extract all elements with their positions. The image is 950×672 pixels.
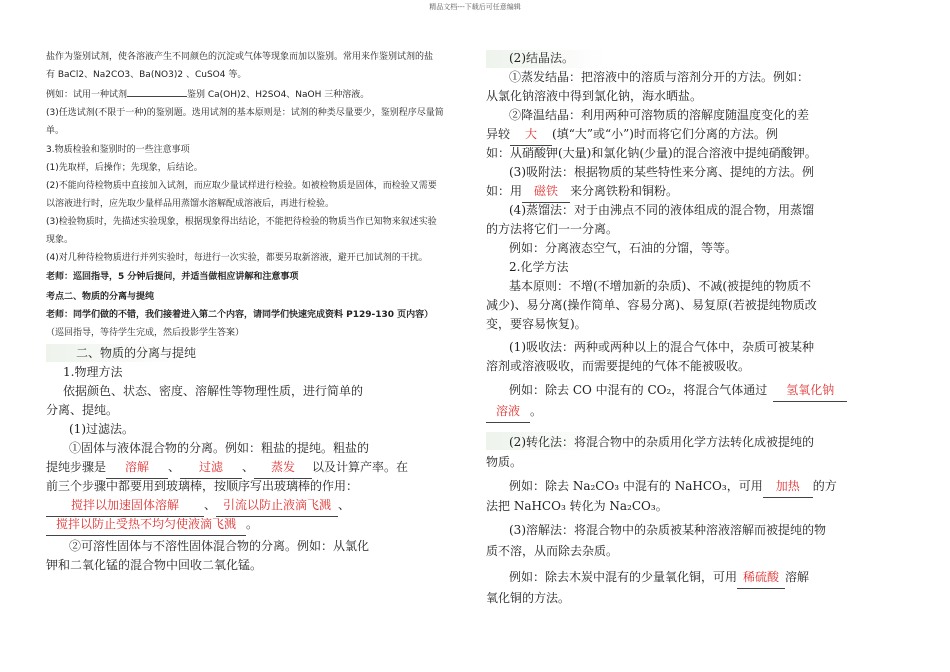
text-line: 异较 大 (填“大”或“小”)时而将它们分离的方法。例 <box>486 124 778 146</box>
text-line: (2)转化法：将混合物中的杂质用化学方法转化成被提纯的 <box>509 435 815 449</box>
text-line: 例如：除去 Na₂CO₃ 中混有的 NaHCO₃，可用 加热 的方 <box>509 476 837 498</box>
text-line: (4)对几种待检物质进行并列实验时，每进行一次实验，都要另取新溶液，避开已加试剂的干扰。 <box>46 253 428 263</box>
answer-blank[interactable]: 加热 <box>763 476 813 498</box>
text-line: 如：用 磁铁 来分离铁粉和铜粉。 <box>486 181 678 203</box>
answer-blank[interactable]: 搅拌以加速固体溶解 <box>46 495 204 517</box>
text-line: (3)溶解法：将混合物中的杂质被某种溶液溶解而被提纯的物 <box>509 523 827 537</box>
answer-blank[interactable]: 氢氧化钠 <box>773 380 847 402</box>
text-line: 减少)、易分离(操作简单、容易分离)、易复原(若被提纯物质改 <box>486 298 817 312</box>
text-line: 从氯化钠溶液中得到氯化钠，海水晒盐。 <box>486 89 703 103</box>
text-line: 依据颜色、状态、密度、溶解性等物理性质，进行简单的 <box>63 384 364 398</box>
teacher-note: 老师：巡回指导，5 分钟后提问，并适当做相应讲解和注意事项 <box>46 272 299 282</box>
text-line: 例如：试用一种试剂 鉴别 Ca(OH)2、H2SO4、NaOH 三种溶液。 <box>46 86 369 102</box>
text-line: 有 BaCl2、Na2CO3、Ba(NO3)2 、CuSO4 等。 <box>46 70 247 80</box>
text-line: 基本原则：不增(不增加新的杂质)、不减(被提纯的物质不 <box>509 279 812 293</box>
text-line: 单。 <box>46 126 65 136</box>
text-line: (1)先取样，后操作；先现象，后结论。 <box>46 163 203 173</box>
text-line: ②降温结晶：利用两种可溶物质的溶解度随温度变化的差 <box>509 108 810 122</box>
text-line: 以溶液进行时，应先取少量样品用蒸馏水溶解配成溶液后，再进行检验。 <box>46 199 335 209</box>
answer-blank[interactable]: 磁铁 <box>522 181 570 203</box>
text-line: (3)任选试剂(不限于一种)的鉴别题。选用试剂的基本原则是：试剂的种类尽量要少，鉴别程序尽量简 <box>46 108 444 118</box>
text-line: 盐作为鉴别试剂，使各溶液产生不同颜色的沉淀或气体等现象而加以鉴别。常用来作鉴别试剂的盐 <box>46 52 434 62</box>
answer-blank[interactable]: 溶解 <box>106 457 168 479</box>
text-line: 分离、提纯。 <box>46 403 119 417</box>
heading: 二、物质的分离与提纯 <box>76 346 197 360</box>
text-line: 质不溶，从而除去杂质。 <box>486 544 619 558</box>
text-line: (2)不能向待检物质中直接加入试剂，而应取少量试样进行检验。如被检物质是固体，而检验又需要 <box>46 181 437 191</box>
text-line: 如：从硝酸钾(大量)和氯化钠(少量)的混合溶液中提纯硝酸钾。 <box>486 146 817 160</box>
text-line: 2.化学方法 <box>509 260 569 274</box>
text-line: 搅拌以防止受热不均匀使液滴飞溅 。 <box>46 514 258 536</box>
text-line: (1)过滤法。 <box>69 422 134 436</box>
answer-blank[interactable]: 过滤 <box>180 457 242 479</box>
answer-blank[interactable]: 稀硫酸 <box>737 567 785 589</box>
text-line: ①蒸发结晶：把溶液中的溶质与溶剂分开的方法。例如： <box>509 70 810 84</box>
answer-blank[interactable] <box>127 86 187 97</box>
answer-blank[interactable]: 大 <box>510 124 552 146</box>
text-line: (4)蒸馏法：对于由沸点不同的液体组成的混合物，用蒸馏 <box>509 203 815 217</box>
text-line: 钾和二氧化锰的混合物中回收二氧化锰。 <box>46 558 263 572</box>
text-line: 搅拌以加速固体溶解 、 引流以防止液滴飞溅 、 <box>46 495 350 517</box>
answer-blank[interactable]: 搅拌以防止受热不均匀使液滴飞溅 <box>46 514 246 536</box>
page-header: 精品文档---下载后可任意编辑 <box>429 3 521 11</box>
text-line: 氧化铜的方法。 <box>486 591 571 605</box>
text-line: 变，要容易恢复)。 <box>486 317 587 331</box>
text-line: ①固体与液体混合物的分离。例如：粗盐的提纯。粗盐的 <box>69 441 370 455</box>
text-line: 前三个步骤中都要用到玻璃棒，按顺序写出玻璃棒的作用： <box>46 479 359 493</box>
answer-blank[interactable]: 引流以防止液滴飞溅 <box>216 495 338 517</box>
section-title: 考点二、物质的分离与提纯 <box>46 292 155 302</box>
text-line: ②可溶性固体与不溶性固体混合物的分离。例如：从氯化 <box>69 539 370 553</box>
text-line: (3)吸附法：根据物质的某些特性来分离、提纯的方法。例 <box>509 165 815 179</box>
text-line: 物质。 <box>486 455 523 469</box>
text-line: (3)检验物质时，先描述实验现象，根据现象得出结论，不能把待检验的物质当作已知物来叙述实验 <box>46 217 437 227</box>
text-line: 的方法将它们一一分离。 <box>486 222 619 236</box>
text-line: 溶液 。 <box>486 401 542 423</box>
text-line: 法把 NaHCO₃ 转化为 Na₂CO₃。 <box>486 499 668 513</box>
answer-blank[interactable]: 蒸发 <box>254 457 312 479</box>
text-line: （巡回指导，等待学生完成，然后投影学生答案） <box>46 328 245 338</box>
answer-blank[interactable]: 溶液 <box>486 401 530 423</box>
text-line: 例如：分离液态空气，石油的分馏，等等。 <box>509 241 738 255</box>
text-line: 例如：除去 CO 中混有的 CO₂，将混合气体通过 氢氧化钠 <box>509 380 847 402</box>
text-line: 提纯步骤是 溶解 、 过滤 、 蒸发 以及计算产率。在 <box>46 457 408 479</box>
teacher-note: 老师：同学们做的不错，我们接着进入第二个内容，请同学们快速完成资料 P129-130 页内容） <box>46 310 434 320</box>
text-line: (2)结晶法。 <box>509 51 574 65</box>
text-line: 现象。 <box>46 235 74 245</box>
text-line: 3.物质检验和鉴别时的一些注意事项 <box>46 145 190 155</box>
text-line: 1.物理方法 <box>63 365 123 379</box>
text-line: (1)吸收法：两种或两种以上的混合气体中，杂质可被某种 <box>509 340 815 354</box>
text-line: 溶剂或溶液吸收，而需要提纯的气体不能被吸收。 <box>486 359 751 373</box>
text-line: 例如：除去木炭中混有的少量氧化铜，可用 稀硫酸 溶解 <box>509 567 809 589</box>
